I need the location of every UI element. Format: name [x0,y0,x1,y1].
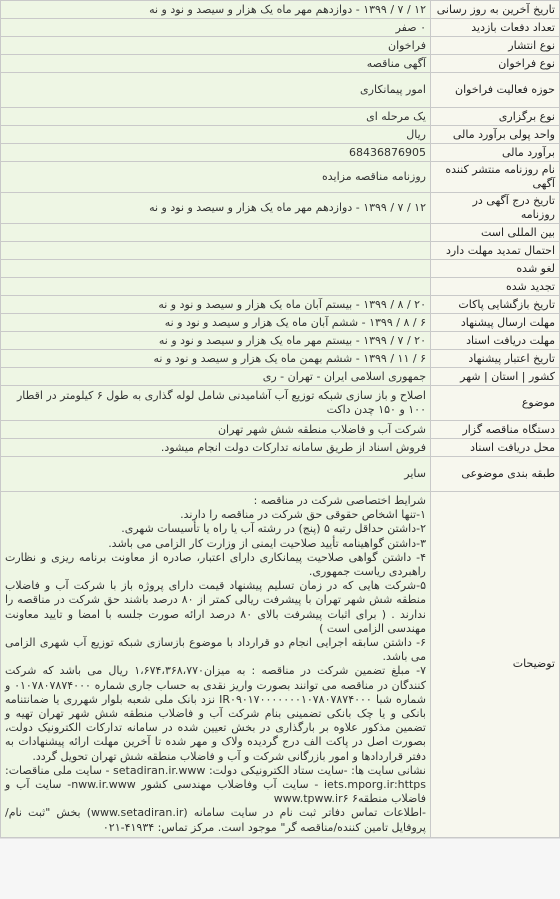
detail-row [1,386,560,421]
detail-value: فراخوان [1,37,431,55]
description-line: ۴- داشتن گواهی صلاحیت پیمانکاری دارای اعتبار، صادره از معاونت برنامه ریزی و نظارت راهبردی ریاست جمهوری. [5,550,426,579]
detail-value: ریال [1,126,431,144]
detail-value [1,144,431,162]
detail-label: نوع انتشار [431,37,560,55]
description-text [1,492,431,838]
detail-value [1,242,431,260]
description-line: ۷- مبلغ تضمین شرکت در مناقصه : به میزان۱،۶۷۴،۳۶۸،۷۷۰ ریال می باشد که شرکت کنندگان در مناقصه می توانند بصورت واریز نقدی به حساب جاری شماره ۰۱۰۷۸۰۷۸۷۴۰۰۰ و شماره شبا IR۰۹۰۱۷۰۰۰۰۰۰۰۱۰۷۸۰۷۸۷۴۰۰۰ نزد بانک ملی شعبه بلوار شهرری یا ضمانتنامه بانکی و یا چک بانکی تضمینی بنام شرکت آب و فاضلاب منطقه شش شهر تهران تهیه و تضمین مذکور علاوه بر بارگذاری در بخش تعیین شده در سامانه تدارکات الکترونیک دولت، بصورت اصل در پاکت الف درج گردیده ولاک و مهر شده تا آخرین مهلت ارائه پیشنهادات به دفتر قراردادها و امور بازرگانی شرکت و آب و فاضلاب منطقه شش تهران تحویل گردد. [5,664,426,763]
detail-label: طبقه بندی موضوعی [431,457,560,492]
detail-value: سایر [1,457,431,492]
detail-label: موضوع [431,386,560,421]
detail-label: تاریخ درج آگهی در روزنامه [431,193,560,224]
detail-row [1,162,560,193]
detail-row [1,260,560,278]
description-row [1,492,560,838]
detail-label: دستگاه مناقصه گزار [431,421,560,439]
detail-label: نام روزنامه منتشر کننده آگهی [431,162,560,193]
detail-value: ۶ / ۸ / ۱۳۹۹ - ششم آبان ماه یک هزار و سیصد و نود و نه [1,314,431,332]
detail-value [1,278,431,296]
detail-label: تجدید شده [431,278,560,296]
detail-label: تاریخ بازگشایی پاکات [431,296,560,314]
detail-row [1,19,560,37]
detail-row [1,73,560,108]
description-label: توضیحات [431,492,560,838]
detail-label: مهلت ارسال پیشنهاد [431,314,560,332]
detail-row [1,421,560,439]
detail-label: محل دریافت اسناد [431,439,560,457]
detail-row [1,439,560,457]
detail-row [1,144,560,162]
detail-label: تعداد دفعات بازدید [431,19,560,37]
detail-value: ۶ / ۱۱ / ۱۳۹۹ - ششم بهمن ماه یک هزار و سیصد و نود و نه [1,350,431,368]
detail-label: نوع برگزاری [431,108,560,126]
detail-value [1,224,431,242]
detail-value: امور پیمانکاری [1,73,431,108]
detail-row [1,350,560,368]
detail-label: لغو شده [431,260,560,278]
detail-value: جمهوری اسلامی ایران - تهران - ری [1,368,431,386]
detail-label: احتمال تمدید مهلت دارد [431,242,560,260]
description-line: ۳-داشتن گواهینامه تأیید صلاحیت ایمنی از وزارت کار الزامی می باشد. [108,536,426,550]
description-line: نشانی سایت ها: -سایت ستاد الکترونیکی دولت: setadiran.ir.www - سایت ملی مناقصات: iets.mporg.ir:https - سایت آب وفاضلاب مهندسی کشور nww.ir.www- سایت آب و فاضلاب منطقه۶ www.tpww.ir۶ [5,763,426,806]
detail-row [1,108,560,126]
detail-value: شرکت آب و فاضلاب منطقه شش شهر تهران [1,421,431,439]
description-line: شرایط اختصاصی شرکت در مناقصه : [253,494,426,507]
detail-value: ۱۲ / ۷ / ۱۳۹۹ - دوازدهم مهر ماه یک هزار و سیصد و نود و نه [1,193,431,224]
description-line: ۱-تنها اشخاص حقوقی حق شرکت در مناقصه را دارند. [180,508,426,522]
detail-value: روزنامه مناقصه مزایده [1,162,431,193]
detail-value-number: 68436876905 [349,145,426,159]
detail-row [1,368,560,386]
detail-label: بین المللی است [431,224,560,242]
detail-row [1,314,560,332]
detail-row [1,126,560,144]
detail-row [1,37,560,55]
details-rows [1,1,560,838]
detail-value [1,260,431,278]
description-line: -اطلاعات تماس دفاتر ثبت نام در سایت سامانه (www.setadiran.ir) بخش "ثبت نام/ پروفایل تامین کننده/مناقصه گر" موجود است. مرکز تماس: ۴۱۹۳۴-۰۲۱ [5,806,426,834]
detail-row [1,332,560,350]
detail-value: ۲۰ / ۷ / ۱۳۹۹ - بیستم مهر ماه یک هزار و سیصد و نود و نه [1,332,431,350]
detail-value: ۲۰ / ۸ / ۱۳۹۹ - بیستم آبان ماه یک هزار و سیصد و نود و نه [1,296,431,314]
detail-value: آگهی مناقصه [1,55,431,73]
detail-row [1,278,560,296]
detail-label: کشور | استان | شهر [431,368,560,386]
footer-band [0,838,560,899]
detail-row [1,193,560,224]
detail-label: تاریخ اعتبار پیشنهاد [431,350,560,368]
detail-row [1,224,560,242]
detail-label: برآورد مالی [431,144,560,162]
detail-label: نوع فراخوان [431,55,560,73]
detail-row [1,457,560,492]
detail-row [1,242,560,260]
detail-label: تاریخ آخرین به روز رسانی [431,1,560,19]
detail-value: ۱۲ / ۷ / ۱۳۹۹ - دوازدهم مهر ماه یک هزار و سیصد و نود و نه [1,1,431,19]
detail-value: یک مرحله ای [1,108,431,126]
detail-label: مهلت دریافت اسناد [431,332,560,350]
detail-row [1,55,560,73]
detail-label: حوزه فعالیت فراخوان [431,73,560,108]
detail-value: فروش اسناد از طریق سامانه تدارکات دولت انجام میشود. [1,439,431,457]
detail-value: اصلاح و باز سازی شبکه توزیع آب آشامیدنی شامل لوله گذاری به طول ۶ کیلومتر در اقطار ۱۰۰ و ۱۵۰ چدن داکت [1,386,431,421]
description-line: ۶- داشتن سابقه اجرایی انجام دو قرارداد با موضوع بازسازی شبکه توزیع آب شهری الزامی می باشد. [5,636,426,664]
detail-row [1,1,560,19]
description-line: ۵-شرکت هایی که در زمان تسلیم پیشنهاد قیمت دارای پروژه باز با شرکت آب و فاضلاب منطقه شش شهر تهران با پیشرفت ریالی کمتر از ۸۰ درصد باشند حق شرکت در مناقصه را ندارند . ( برای اثبات پیشرفت بالای ۸۰ درصد ارائه صورت جلسه با امضا و تایید معاونت مهندسی الزامی است ) [5,579,426,635]
detail-label: واحد پولی برآورد مالی [431,126,560,144]
detail-row [1,296,560,314]
detail-value: ۰ صفر [1,19,431,37]
description-line: ۲-داشتن حداقل رتبه ۵ (پنج) در رشته آب یا راه یا تأسیسات شهری. [121,522,426,536]
